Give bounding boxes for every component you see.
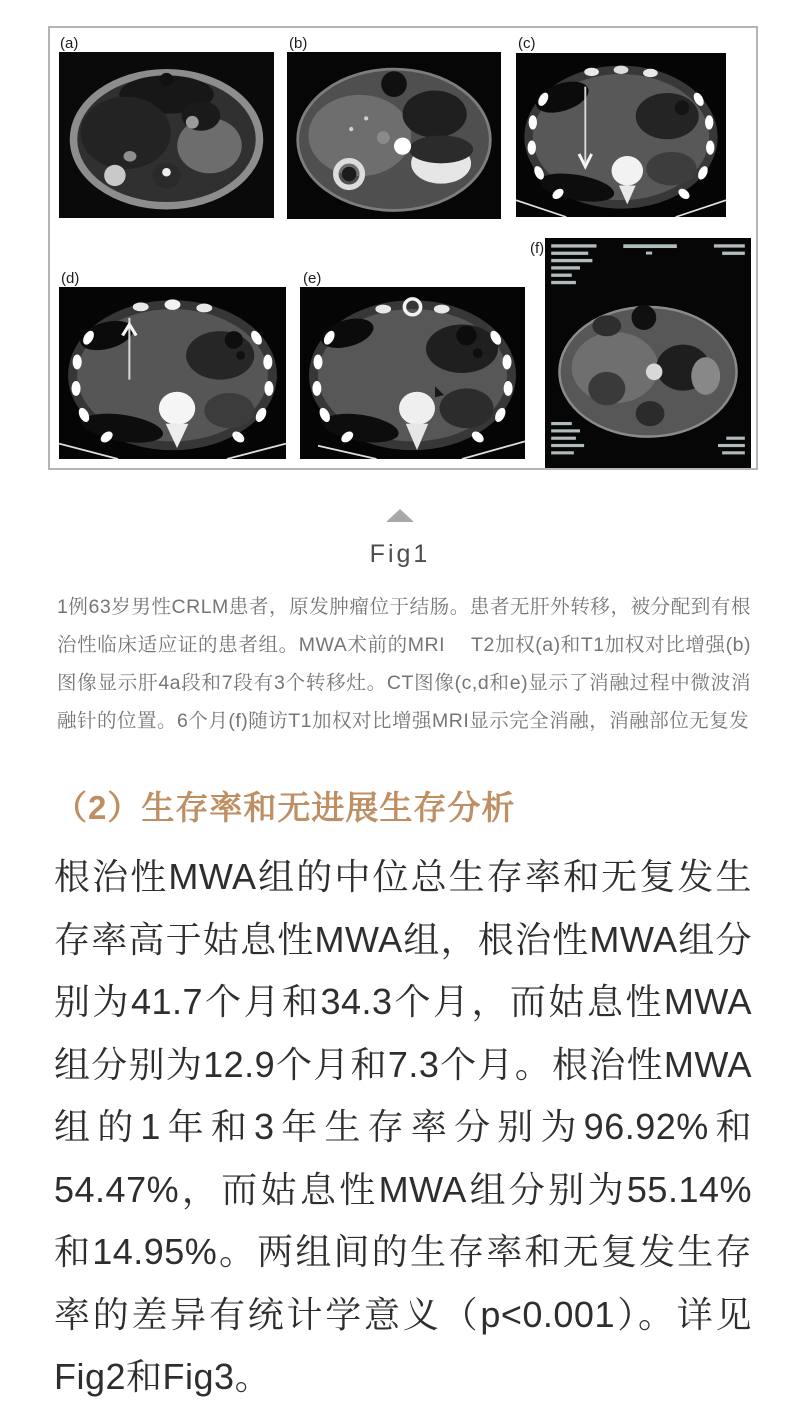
ct-icon: [300, 287, 525, 459]
scan-image-c: [516, 53, 726, 217]
panel-label-f: (f): [530, 240, 545, 257]
triangle-up-icon: [386, 509, 414, 522]
figure-1-panel: [48, 26, 758, 470]
section-body: 根治性MWA组的中位总生存率和无复发生存率高于姑息性MWA组，根治性MWA组分别为41.7个月和34.3个月，而姑息性MWA组分别为12.9个月和7.3个月。根治性MWA组的1年和3年生存率分别为96.92%和54.47%，而姑息性MWA组分别为55.14%和14.95%。两组间的生存率和无复发生存率的差异有统计学意义（p<0.001）。详见Fig2和Fig3。: [54, 856, 752, 1397]
figure-description: 1例63岁男性CRLM患者，原发肿瘤位于结肠。患者无肝外转移，被分配到有根治性临床适应证的患者组。MWA术前的MRI T2加权(a)和T1加权对比增强(b)图像显示肝4a段和7段有3个转移灶。CT图像(c,d和e)显示了消融过程中微波消融针的位置。6个月(f)随访T1加权对比增强MRI显示完全消融，消融部位无复发: [57, 596, 751, 732]
panel-label-a: (a): [60, 35, 79, 52]
panel-label-e: (e): [303, 270, 322, 287]
scan-image-b: [287, 52, 501, 219]
section-heading: （2）生存率和无进展生存分析: [54, 789, 516, 826]
scan-image-a: [59, 52, 274, 218]
panel-label-c: (c): [518, 35, 536, 52]
ct-needle-icon: [516, 53, 726, 217]
panel-label-b: (b): [289, 35, 308, 52]
ct-needle-icon: [59, 287, 286, 459]
mri-t1-contrast-icon: [287, 52, 501, 219]
mri-followup-icon: [545, 238, 751, 468]
figure-collapse-button[interactable]: [370, 502, 430, 528]
panel-label-d: (d): [61, 270, 80, 287]
scan-image-d: [59, 287, 286, 459]
figure-caption-title: Fig1: [369, 540, 431, 568]
mri-t2-icon: [59, 52, 274, 218]
scan-image-e: [300, 287, 525, 459]
scan-image-f: [545, 238, 751, 468]
